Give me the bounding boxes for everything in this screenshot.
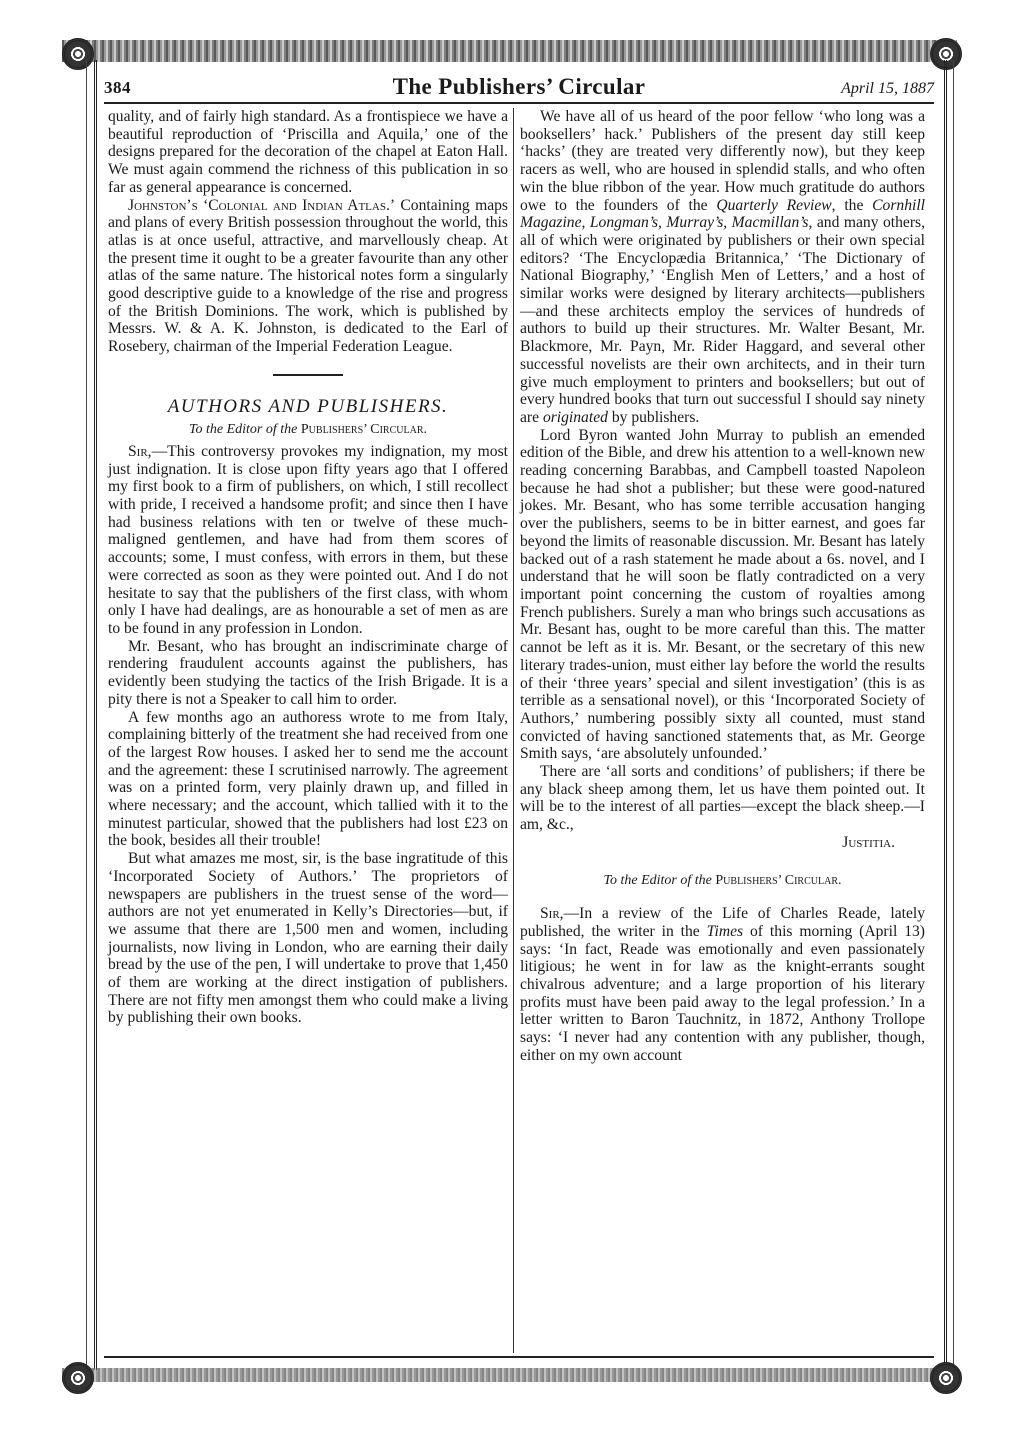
journal-title: The Publishers’ Circular: [392, 74, 646, 99]
issue-date: April 15, 1887: [841, 80, 934, 97]
letter-text: by publishers.: [607, 408, 700, 426]
italic-title: Times: [706, 922, 744, 940]
intro-paragraph: quality, and of fairly high standard. As a frontispiece we have a beautiful reproduction of ‘Priscilla and Aquila,’ one of the designs prepared for the decoration of the chapel at Eaton Hall. We must again commend the richness of this publication in so far as general appearance is concerned.: [108, 108, 508, 196]
running-head: [104, 76, 934, 102]
letter-paragraph: Mr. Besant, who has brought an indiscriminate charge of rendering fraudulent accounts against the publishers, has evidently been studying the tactics of the Irish Brigade. It is a pity there is not a Speaker to call him to order.: [108, 637, 508, 708]
italic-title: Quarterly Review: [716, 196, 832, 214]
signature-name: Justitia.: [842, 833, 895, 851]
divider-line: [273, 374, 343, 376]
editor-address-line: [520, 872, 925, 890]
top-ornamental-border: [62, 40, 957, 62]
letter-text: —In a review of the Life of Charles Reade, lately published, the writer in the: [520, 905, 925, 940]
bottom-ornamental-border: [62, 1368, 957, 1382]
right-column: [520, 108, 925, 1065]
editor-address-prefix: To the Editor of the: [189, 422, 298, 438]
column-divider: [513, 108, 514, 1353]
letter-salutation: Sir,: [540, 905, 564, 923]
page-number: 384: [104, 78, 131, 97]
editor-address-journal: Publishers’ Circular.: [300, 422, 427, 438]
left-column: [108, 108, 508, 1027]
letter-text: , and many others, all of which were originated by publishers or their own special editors? ‘The Encyclopædia Britannica,’ ‘The Dictionary of National Biography,’ ‘English Men of Letters,’ and a host of similar works were designed by literary architects—publishers—and these architects employ the services of hundreds of authors to build up their structures. Mr. Walter Besant, Mr. Blackmore, Mr. Payn, Mr. Rider Haggard, and several other successful novelists are their own architects, and in their turn give much employment to printers and booksellers; but out of every hundred books that turn out successful I should say ninety are: [520, 214, 925, 426]
bottom-right-rosette-ornament: [930, 1362, 962, 1394]
section-divider: [108, 366, 508, 384]
johnston-atlas-paragraph: [108, 197, 508, 356]
letter-paragraph: A few months ago an authoress wrote to me from Italy, complaining bitterly of the treatment she had received from one of the largest Row houses. I asked her to send me the account and the agreement: these I scrutinised narrowly. The agreement was on a printed form, very plainly drawn up, and filled in where necessary; and the account, which tallied with it to the minutest particular, showed that the publishers had lost £23 on the book, besides all their trouble!: [108, 708, 508, 850]
bottom-left-rosette-ornament: [62, 1362, 94, 1394]
italic-title: Cornhill Magazine, Longman’s, Murray’s, Macmillan’s: [520, 196, 925, 232]
footer-rule: [104, 1356, 934, 1358]
letter-paragraph-body: —This controversy provokes my indignation, my most just indignation. It is close upon fifty years ago that I offered my first book to a firm of publishers, on which, I still recollect with pride, I received a handsome profit; and since then I have had business relations with ten or twelve of these much-maligned gentlemen, and have had from them scores of accounts; some, I must confess, with errors in them, but these were corrected as soon as they were pointed out. And I do not hesitate to say that the publishers of the first class, with whom only I have had dealings, are as honourable a set of men as are to be found in any profession in London.: [108, 442, 508, 637]
header-rule: [104, 102, 934, 104]
italic-emphasis: originated: [542, 408, 608, 426]
left-border-rule-outer: [86, 60, 87, 1370]
letter-text: We have all of us heard of the poor fellow ‘who long was a booksellers’ hack.’ Publishers of the present day still keep ‘hacks’ (they are treated very differently now), but they keep racers as well, who are housed in splendid stalls, and who often win the blue ribbon of the year. How much gratitude do authors owe to the founders of the: [520, 108, 925, 214]
right-border-rule: [944, 60, 947, 1370]
editor-address-journal: Publishers’ Circular.: [715, 872, 842, 888]
letter-paragraph: [520, 905, 925, 1064]
letter-salutation: Sir,: [128, 442, 152, 460]
section-heading: AUTHORS AND PUBLISHERS.: [167, 395, 449, 417]
letter-signature: [520, 834, 925, 852]
letter-text: of this morning (April 13) says: ‘In fact, Reade was emotionally and even passionately litigious; he went in for law as the knight-errants sought chivalrous adventure; and a large proportion of his literary profits must have been paid away to the legal profession.’ In a letter written to Baron Tauchnitz, in 1872, Anthony Trollope says: ‘I never had any contention with any publisher, though, either on my own account: [520, 922, 925, 1064]
right-border-rule-outer: [953, 60, 954, 1370]
letter-paragraph: [108, 443, 508, 638]
left-border-rule: [94, 60, 97, 1370]
letter-paragraph: Lord Byron wanted John Murray to publish an emended edition of the Bible, and drew his attention to a well-known new reading concerning Barabbas, and Campbell toasted Napoleon because he had shot a publisher; but these were good-natured jokes. Mr. Besant, who has some terrible accusation hanging over the publishers, seems to be in bitter earnest, and goes far beyond the limits of reasonable discussion. Mr. Besant has lately backed out of a rash statement he made about a 6s. novel, and I understand that he will soon be flatly contradicted on a very important point concerning the custom of royalties among French publishers. Surely a man who brings such accusations as Mr. Besant has, ought to be more careful than this. The matter cannot be left as it is. Mr. Besant, or the secretary of this new literary trades-union, must either lay before the world the results of their ‘three years’ special and silent investigation’ (this is as terrible as a sensational novel), or this ‘Incorporated Society of Authors,’ numbering possibly sixty all counted, must stand convicted of having sanctioned statements that, as Mr. George Smith says, ‘are absolutely unfounded.’: [520, 426, 925, 763]
johnston-atlas-title: Johnston’s ‘Colonial and Indian Atlas.’: [128, 196, 396, 214]
johnston-atlas-body: Containing maps and plans of every British possession throughout the world, this atlas is at once useful, attractive, and marvellously cheap. At the present time it ought to be a greater favourite than any other atlas of the same nature. The historical notes form a singularly good descriptive guide to a knowledge of the rise and progress of the British Dominions. The work, which is published by Messrs. W. & A. K. Johnston, is dedicated to the Earl of Rosebery, chairman of the Imperial Federation League.: [108, 196, 508, 356]
editor-address-line: [108, 421, 508, 439]
spacer: [520, 893, 925, 905]
letter-paragraph: There are ‘all sorts and conditions’ of publishers; if there be any black sheep among them, let us have them pointed out. It will be to the interest of all parties—except the black sheep.—I am, &c.,: [520, 763, 925, 834]
letter-text: , the: [831, 196, 873, 214]
spacer: [520, 852, 925, 872]
top-left-rosette-ornament: [62, 38, 94, 70]
letter-paragraph: But what amazes me most, sir, is the base ingratitude of this ‘Incorporated Society of Authors.’ The proprietors of newspapers are publishers in the truest sense of the word—authors are not yet enumerated in Kelly’s Directories—but, if we assume that there are 1,500 men and women, including journalists, now living in London, who are earning their daily bread by the use of the pen, I will undertake to prove that 1,450 of them are working at the direct instigation of publishers. There are not fifty men amongst them who could make a living by publishing their own books.: [108, 850, 508, 1027]
editor-address-prefix: To the Editor of the: [603, 872, 712, 888]
letter-paragraph: [520, 108, 925, 427]
